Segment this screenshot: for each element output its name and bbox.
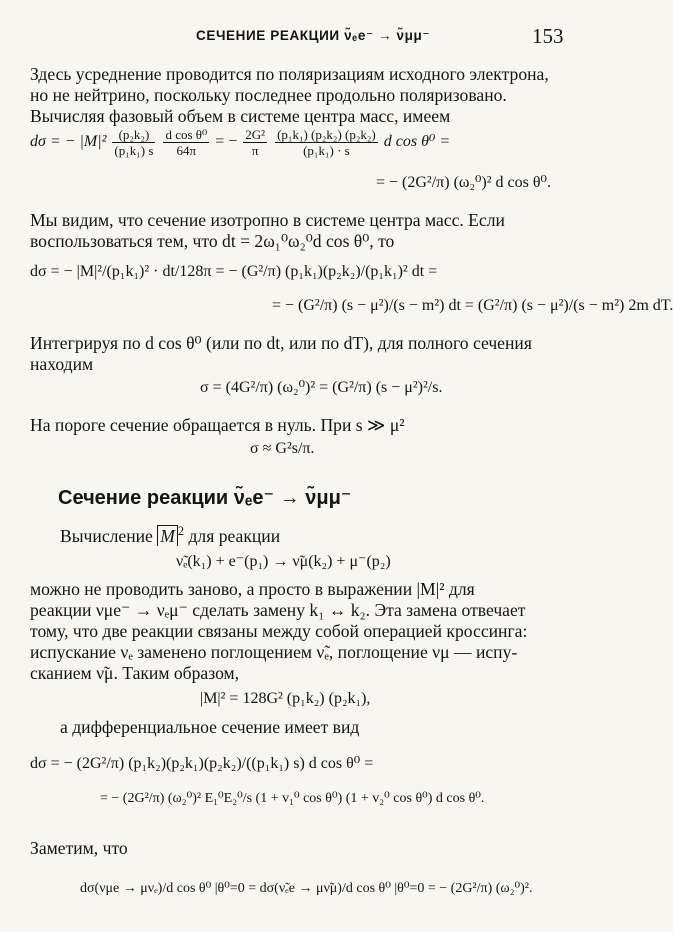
text-span: Вычисление: [60, 525, 153, 546]
paragraph-7: а дифференциальное сечение имеет вид: [60, 717, 360, 737]
equation-2-line-1: dσ = − |M|²/(p₁k₁)² · dt/128π = − (G²/π) (p₁k₁)(p₂k₂)/(p₁k₁)² dt =: [30, 263, 438, 280]
text-line: Вычисляя фазовый объем в системе центра масс, имеем: [30, 106, 451, 126]
equation-9: dσ(νμe → μνₑ)/d cos θ⁰ |θ⁰=0 = dσ(ν̃ₑe → μν̃μ)/d cos θ⁰ |θ⁰=0 = − (2G²/π) (ω₂⁰)².: [80, 881, 533, 896]
text-line: но не нейтрино, поскольку последнее продольно поляризовано.: [30, 85, 507, 105]
text-line: тому, что две реакции связаны между собой операцией кроссинга:: [30, 621, 528, 641]
equation-6: ν̃ₑ(k₁) + e⁻(p₁) → ν̃μ(k₂) + μ⁻(p₂): [176, 553, 391, 570]
equation-7: |M|² = 128G² (p₁k₂) (p₂k₁),: [200, 690, 371, 707]
paragraph-6: [30, 579, 527, 684]
text-line: находим: [30, 354, 94, 374]
paragraph-1: [30, 64, 549, 127]
text-line: испускание νₑ заменено поглощением ν̃ₑ, поглощение νμ — испу-: [30, 642, 518, 662]
text-line: можно не проводить заново, а просто в выражении |M|² для: [30, 579, 475, 599]
text-line: Мы видим, что сечение изотропно в системе центра масс. Если: [30, 210, 505, 230]
eq-term: d cos θ⁰ =: [383, 133, 451, 151]
fraction: $\frac{\text{d cos θ⁰}}{64\pi}$: [165, 127, 208, 158]
fraction: $\frac{\text{(p₁k₁) (p₂k₂) (p₂k₂)}}{\text{(p₁k₁) · s}}$: [277, 127, 376, 158]
equation-4: σ ≈ G²s/π.: [250, 440, 315, 457]
paragraph-2: [30, 210, 505, 252]
paragraph-8: Заметим, что: [30, 838, 128, 858]
paragraph-3: [30, 333, 532, 375]
paragraph-4: На пороге сечение обращается в нуль. При s ≫ μ²: [30, 415, 405, 435]
running-header: СЕЧЕНИЕ РЕАКЦИИ ν̃ₑe⁻ → ν̃μμ⁻: [196, 28, 431, 43]
equation-1-line-1: dσ = − |M|² $\frac{\text{(p₂k₂)}}{\text{(p₁k₁) s}}$ $\frac{\text{d cos θ⁰}}{64\pi}$ = − $\frac{\text{2G²}}{\pi}$ $\frac{\text{(p₁k₁) (p₂k₂) (p₂k₂)}}{\text{(p₁k₁) · s}}$ d cos θ⁰ =: [30, 127, 451, 158]
equation-8-line-2: = − (2G²/π) (ω₂⁰)² E₁⁰E₂⁰/s (1 + v₁⁰ cos θ⁰) (1 + v₂⁰ cos θ⁰) d cos θ⁰.: [100, 791, 485, 806]
equation-2-line-2: = − (G²/π) (s − μ²)/(s − m²) dt = (G²/π) (s − μ²)/(s − m²) 2m dT.: [272, 297, 673, 314]
text-line: сканием ν̃μ. Таким образом,: [30, 663, 240, 683]
fraction: $\frac{\text{2G²}}{\pi}$: [245, 127, 266, 158]
text-line: реакции νμe⁻ → νₑμ⁻ сделать замену k₁ ↔ k₂. Эта замена отвечает: [30, 600, 526, 620]
text-line: Интегрируя по d cos θ⁰ (или по dt, или по dT), для полного сечения: [30, 333, 532, 353]
abs-matrix-element: M: [157, 525, 178, 546]
paragraph-5: Вычисление M $^2$ для реакции: [60, 524, 281, 546]
text-span: для реакции: [188, 525, 281, 546]
text-line: воспользоваться тем, что dt = 2ω₁⁰ω₂⁰d cos θ⁰, то: [30, 231, 395, 251]
eq-term: dσ = − |M|²: [30, 133, 107, 151]
text-line: Здесь усреднение проводится по поляризациям исходного электрона,: [30, 64, 549, 84]
page-number: 153: [532, 24, 564, 48]
equation-1-line-2: = − (2G²/π) (ω₂⁰)² d cos θ⁰.: [376, 174, 551, 191]
fraction: $\frac{\text{(p₂k₂)}}{\text{(p₁k₁) s}}$: [114, 127, 154, 158]
equation-3: σ = (4G²/π) (ω₂⁰)² = (G²/π) (s − μ²)²/s.: [200, 379, 443, 396]
section-title: Сечение реакции ν̃ₑe⁻ → ν̃μμ⁻: [58, 487, 352, 509]
equation-8-line-1: dσ = − (2G²/π) (p₁k₂)(p₂k₁)(p₂k₂)/((p₁k₁) s) d cos θ⁰ =: [30, 755, 374, 772]
